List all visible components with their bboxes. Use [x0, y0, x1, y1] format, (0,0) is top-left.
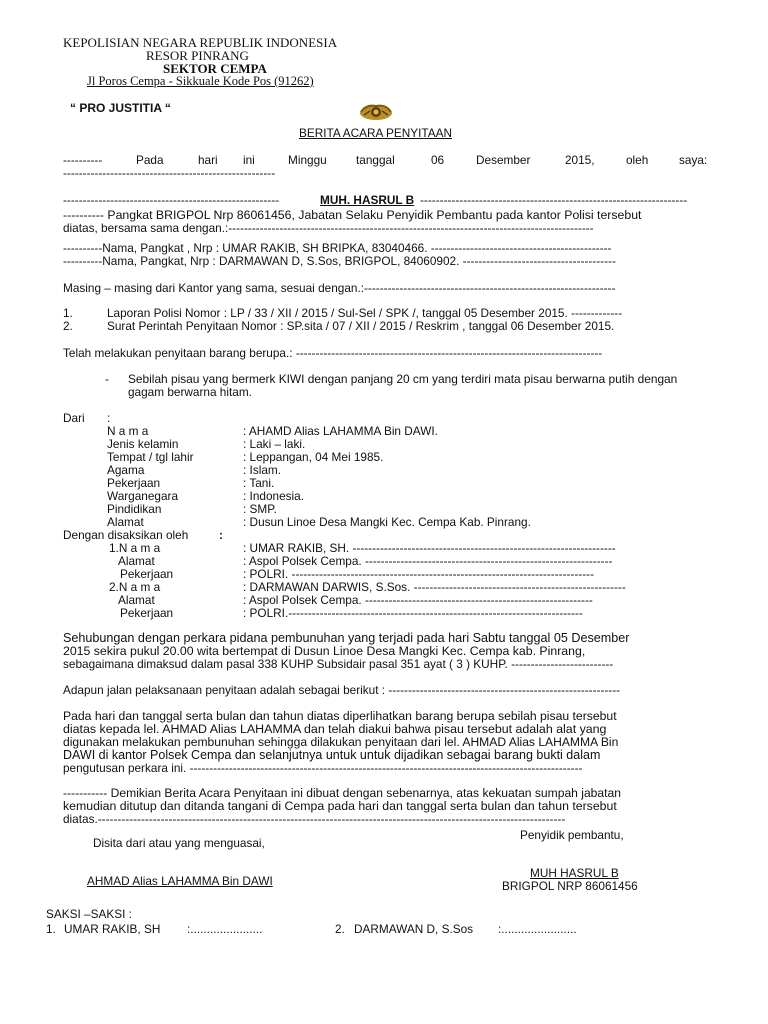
- witness-1-signature-field[interactable]: :......................: [187, 922, 263, 936]
- adapun-line: Adapun jalan pelaksanaan penyitaan adalah sebagai berikut : -----------------------------------------------------------: [63, 683, 621, 697]
- paragraph-line: kemudian ditutup dan ditanda tangani di Cempa pada hari dan tanggal serta bulan dan tahun tersebut: [63, 799, 617, 813]
- rank-line-2: diatas, bersama sama dengan.:---------------------------------------------------------------------------------------------: [63, 221, 594, 235]
- dash-line: -------------------------------------------------------: [63, 193, 280, 207]
- right-signer-name: MUH HASRUL B: [530, 866, 619, 880]
- field-label: Jenis kelamin: [107, 437, 179, 451]
- field-label: Pindidikan: [107, 502, 162, 516]
- field-label: N a m a: [107, 424, 149, 438]
- reference-text: Surat Perintah Penyitaan Nomor : SP.sita / 07 / XII / 2015 / Reskrim , tanggal 06 Desember 2015.: [107, 319, 615, 333]
- witnessed-by-colon: :: [219, 528, 223, 542]
- item-bullet: -: [105, 372, 109, 386]
- letterhead-line-3: SEKTOR CEMPA: [163, 61, 267, 76]
- field-value: : Islam.: [243, 463, 282, 477]
- witness-label: Alamat: [118, 593, 155, 607]
- witness-label: Alamat: [118, 554, 155, 568]
- opening-word: saya:: [679, 153, 708, 167]
- witness-label: Pekerjaan: [120, 606, 174, 620]
- field-value: : Leppangan, 04 Mei 1985.: [243, 450, 384, 464]
- paragraph-line: 2015 sekira pukul 20.00 wita bertempat di Dusun Linoe Desa Mangki Kec. Cempa kab. Pinrang,: [63, 644, 586, 658]
- witness-1-number: 1.: [46, 922, 56, 936]
- left-signature-heading: Disita dari atau yang menguasai,: [93, 836, 265, 850]
- field-value: : SMP.: [243, 502, 277, 516]
- field-label: Warganegara: [107, 489, 179, 503]
- pro-justitia: “ PRO JUSTITIA “: [70, 101, 171, 115]
- opening-word: Minggu: [288, 153, 327, 167]
- reference-text: Laporan Polisi Nomor : LP / 33 / XII / 2015 / Sul-Sel / SPK /, tanggal 05 Desember 2015. -------------: [107, 306, 623, 320]
- field-label: Agama: [107, 463, 145, 477]
- paragraph-line: sebagaimana dimaksud dalam pasal 338 KUHP Subsidair pasal 351 ayat ( 3 ) KUHP. --------------------------: [63, 657, 614, 671]
- field-label: Alamat: [107, 515, 144, 529]
- paragraph-line: pengutusan perkara ini. ----------------------------------------------------------------------------------------------------: [63, 761, 583, 775]
- paragraph-line: DAWI di kantor Polsek Cempa dan selanjutnya untuk untuk dijadikan sebagai barang bukti dalam: [63, 748, 601, 762]
- field-value: : Tani.: [243, 476, 275, 490]
- right-signer-rank: BRIGPOL NRP 86061456: [502, 879, 638, 893]
- witness-value: : Aspol Polsek Cempa. ----------------------------------------------------------: [243, 593, 593, 607]
- field-value: : Dusun Linoe Desa Mangki Kec. Cempa Kab. Pinrang.: [243, 515, 531, 529]
- witnesses-heading: SAKSI –SAKSI :: [46, 907, 132, 921]
- opening-word: Desember: [476, 153, 531, 167]
- field-value: : Indonesia.: [243, 489, 304, 503]
- reference-number: 2.: [63, 319, 73, 333]
- witness-value: : UMAR RAKIB, SH. -------------------------------------------------------------------: [243, 541, 616, 555]
- right-signature-heading: Penyidik pembantu,: [520, 828, 624, 842]
- paragraph-line: ----------- Demikian Berita Acara Penyitaan ini dibuat dengan sebenarnya, atas kekuatan sumpah jabatan: [63, 786, 621, 800]
- dari-colon: :: [107, 411, 111, 425]
- witness-value: : POLRI.---------------------------------------------------------------------------: [243, 606, 583, 620]
- witness-label: 2.N a m a: [109, 580, 161, 594]
- telah-line: Telah melakukan penyitaan barang berupa.: ------------------------------------------------------------------------------: [63, 346, 603, 360]
- witness-value: : POLRI. -----------------------------------------------------------------------------: [243, 567, 595, 581]
- witness-value: : Aspol Polsek Cempa. ---------------------------------------------------------------: [243, 554, 613, 568]
- witness-label: 1.N a m a: [109, 541, 161, 555]
- opening-word: Pada: [136, 153, 164, 167]
- companion-2: ----------Nama, Pangkat, Nrp : DARMAWAN D, S.Sos, BRIGPOL, 84060902. ---------------------------------------: [63, 254, 616, 268]
- opening-word: tanggal: [356, 153, 395, 167]
- field-value: : Laki – laki.: [243, 437, 306, 451]
- left-signer-name: AHMAD Alias LAHAMMA Bin DAWI: [87, 874, 273, 888]
- paragraph-line: Pada hari dan tanggal serta bulan dan tahun diatas diperlihatkan barang berupa sebilah pisau tersebut: [63, 709, 617, 723]
- witnessed-by-label: Dengan disaksikan oleh: [63, 528, 189, 542]
- dash-line: --------------------------------------------------------------------: [420, 193, 688, 207]
- paragraph-line: digunakan melakukan pembunuhan sehingga dilakukan penyitaan dari lel. AHMAD Alias LAHAMMA Bin: [63, 735, 619, 749]
- paragraph-line: Sehubungan dengan perkara pidana pembunuhan yang terjadi pada hari Sabtu tanggal 05 Desember: [63, 631, 630, 645]
- letterhead-line-1: KEPOLISIAN NEGARA REPUBLIK INDONESIA: [63, 35, 338, 50]
- dash-line: ------------------------------------------------------: [63, 166, 276, 180]
- companion-1: ----------Nama, Pangkat , Nrp : UMAR RAKIB, SH BRIPKA, 83040466. ----------------------------------------------: [63, 241, 612, 255]
- police-emblem-icon: [358, 100, 394, 122]
- witness-label: Pekerjaan: [120, 567, 174, 581]
- field-label: Tempat / tgl lahir: [107, 450, 194, 464]
- opening-word: 2015,: [565, 153, 595, 167]
- item-line-2: gagam berwarna hitam.: [128, 385, 252, 399]
- witness-2-name: DARMAWAN D, S.Sos: [354, 922, 474, 936]
- opening-word: ini: [243, 153, 255, 167]
- witness-value: : DARMAWAN DARWIS, S.Sos. ------------------------------------------------------: [243, 580, 626, 594]
- witness-2-number: 2.: [335, 922, 345, 936]
- rank-line-1: ---------- Pangkat BRIGPOL Nrp 86061456, Jabatan Selaku Penyidik Pembantu pada kantor Polisi tersebut: [63, 208, 642, 222]
- officer-name: MUH. HASRUL B: [320, 193, 415, 207]
- paragraph-line: diatas.-----------------------------------------------------------------------------------------------------------------------: [63, 812, 566, 826]
- opening-word: 06: [431, 153, 445, 167]
- witness-1-name: UMAR RAKIB, SH: [64, 922, 161, 936]
- field-value: : AHAMD Alias LAHAMMA Bin DAWI.: [243, 424, 438, 438]
- item-line-1: Sebilah pisau yang bermerk KIWI dengan panjang 20 cm yang terdiri mata pisau berwarna putih dengan: [128, 372, 678, 386]
- paragraph-line: diatas kepada lel. AHMAD Alias LAHAMMA dan telah diakui bahwa pisau tersebut adalah alat yang: [63, 722, 607, 736]
- opening-word: oleh: [626, 153, 649, 167]
- opening-dashes: ----------: [63, 153, 103, 167]
- letterhead-line-2: RESOR PINRANG: [146, 48, 249, 63]
- document-title: BERITA ACARA PENYITAAN: [299, 126, 452, 140]
- field-label: Pekerjaan: [107, 476, 161, 490]
- masing-line: Masing – masing dari Kantor yang sama, sesuai dengan.:----------------------------------------------------------------: [63, 281, 616, 295]
- letterhead-address: Jl Poros Cempa - Sikkuale Kode Pos (91262): [87, 74, 314, 88]
- witness-2-signature-field[interactable]: :.......................: [498, 922, 577, 936]
- dari-label: Dari: [63, 411, 85, 425]
- opening-word: hari: [198, 153, 218, 167]
- reference-number: 1.: [63, 306, 73, 320]
